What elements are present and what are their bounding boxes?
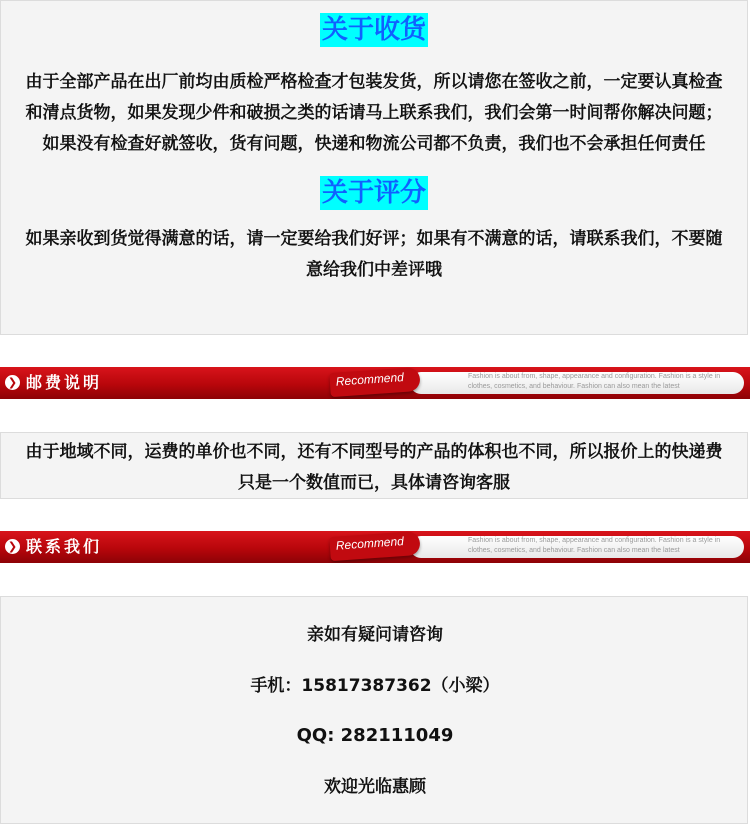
contact-panel: [0, 596, 748, 824]
contact-qq: QQ: 282111049: [296, 725, 454, 746]
shipping-panel: [0, 432, 748, 499]
receiving-line: 如果没有检查好就签收，货有问题，快递和物流公司都不负责，我们也不会承担任何责任: [42, 134, 706, 154]
contact-banner: [0, 531, 750, 563]
receiving-line: 由于全部产品在出厂前均由质检严格检查才包装发货，所以请您在签收之前，一定要认真检查: [25, 72, 723, 92]
contact-welcome: 欢迎光临惠顾: [324, 777, 426, 797]
recommend-ribbon: [329, 367, 420, 397]
banner-fine-print: Fashion is about from, shape, appearance and configuration. Fashion is a style in clothes, cosmetics, and behaviour. Fashion can also mean the latest: [468, 373, 721, 390]
contact-phone: 手机：15817387362（小梁）: [250, 676, 500, 696]
arrow-icon: ❯: [5, 539, 20, 554]
rating-heading: 关于评分: [321, 178, 426, 208]
rating-line: 如果亲收到货觉得满意的话，请一定要给我们好评；如果有不满意的话，请联系我们，不要随: [25, 229, 723, 249]
arrow-icon: ❯: [5, 375, 20, 390]
notice-panel: [0, 0, 748, 335]
receiving-heading: 关于收货: [321, 15, 426, 45]
ribbon-text: Recommend: [335, 533, 405, 553]
banner-title: 联系我们: [26, 537, 103, 556]
rating-line: 意给我们中差评哦: [306, 260, 442, 280]
recommend-ribbon: [329, 531, 420, 561]
banner-title: 邮费说明: [26, 373, 103, 392]
ribbon-text: Recommend: [335, 369, 405, 389]
shipping-banner: [0, 367, 750, 399]
receiving-line: 和清点货物，如果发现少件和破损之类的话请马上联系我们，我们会第一时间帮你解决问题；: [25, 103, 723, 123]
contact-intro: 亲如有疑问请咨询: [307, 625, 443, 645]
banner-fine-print: Fashion is about from, shape, appearance and configuration. Fashion is a style in clothes, cosmetics, and behaviour. Fashion can also mean the latest: [468, 537, 721, 554]
shipping-line: 由于地域不同，运费的单价也不同，还有不同型号的产品的体积也不同，所以报价上的快递费: [25, 442, 723, 462]
shipping-line: 只是一个数值而已，具体请咨询客服: [238, 473, 510, 493]
